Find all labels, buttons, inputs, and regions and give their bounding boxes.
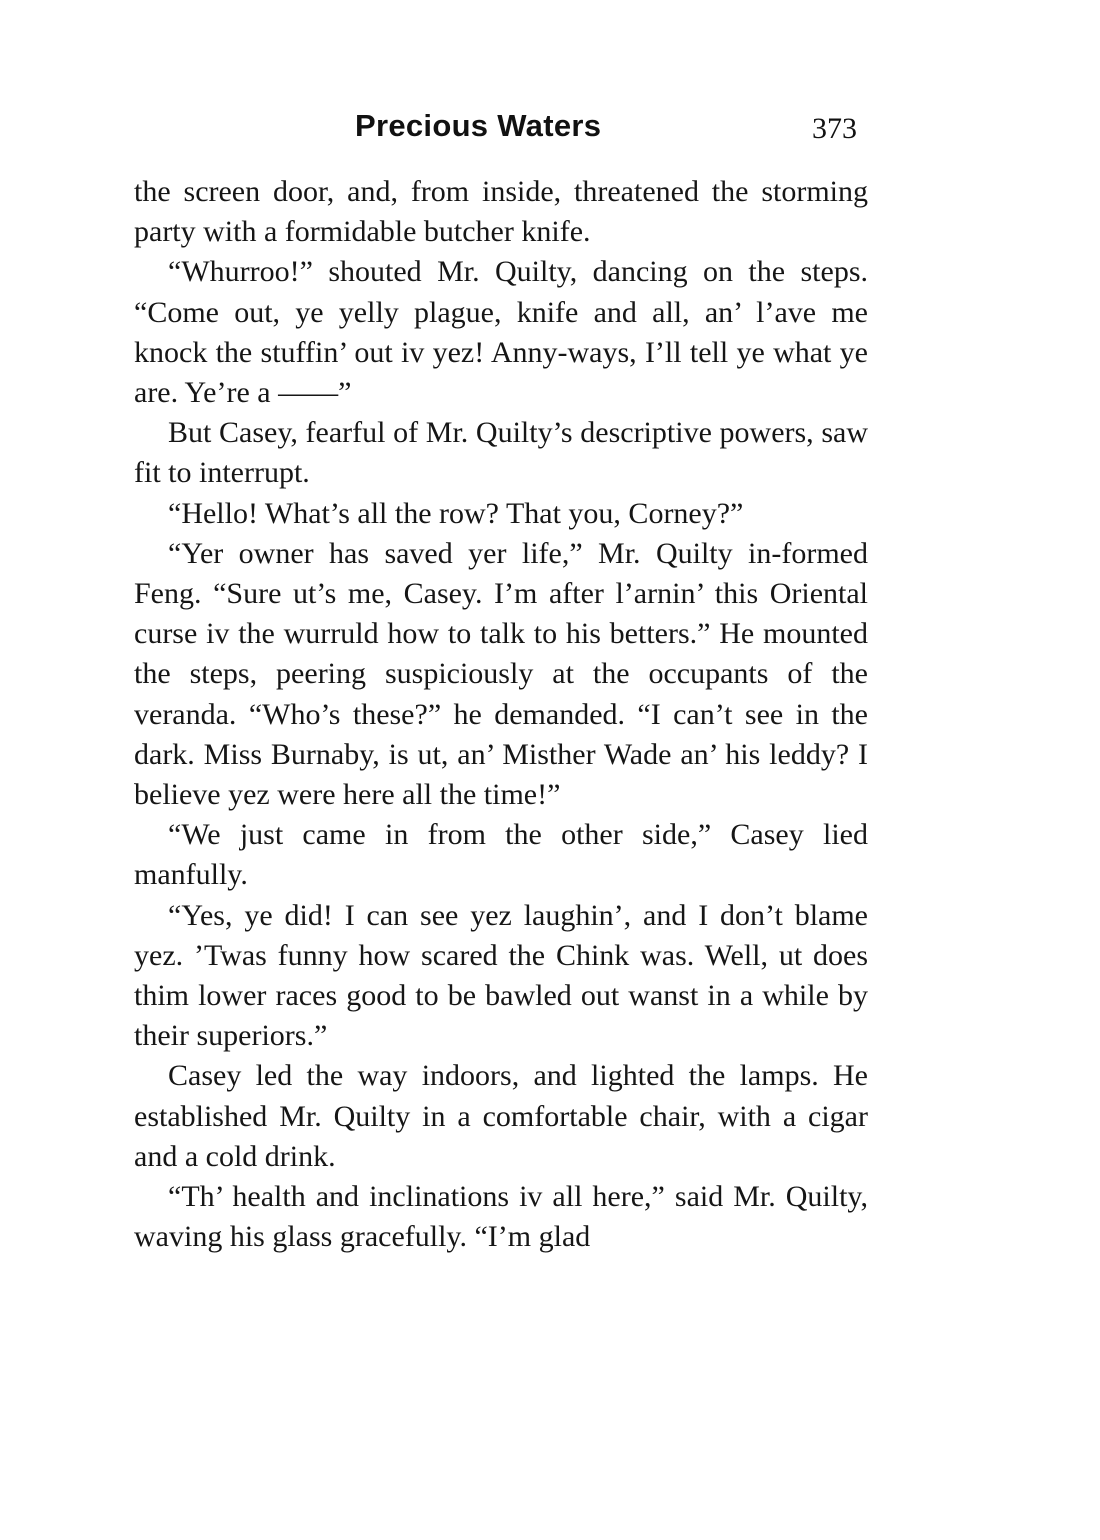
paragraph: But Casey, fearful of Mr. Quilty’s descriptive powers, saw fit to interrupt. [134,416,868,490]
paragraph: the screen door, and, from inside, threatened the storming party with a formidable butcher knife. [134,175,868,249]
paragraph: “Yer owner has saved yer life,” Mr. Quilty in-formed Feng. “Sure ut’s me, Casey. I’m after l’arnin’ this Oriental curse iv the wurruld how to talk to his betters.” He mounted the steps, peering suspiciously at the occupants of the veranda. “Who’s these?” he demanded. “I can’t see in the dark. Miss Burnaby, is ut, an’ Misther Wade an’ his leddy? I believe yez were here all the time!” [134,536,868,812]
paragraph: “Hello! What’s all the row? That you, Corney?” [168,496,744,530]
paragraph: “We just came in from the other side,” Casey lied manfully. [134,818,868,892]
paragraph: “Yes, ye did! I can see yez laughin’, and I don’t blame yez. ’Twas funny how scared the Chink was. Well, ut does thim lower races good to be bawled out wanst in a while by their superiors.” [134,898,868,1053]
paragraph: “Whurroo!” shouted Mr. Quilty, dancing on the steps. “Come out, ye yelly plague, knife and all, an’ l’ave me knock the stuffin’ out iv yez! Anny-ways, I’ll tell ye what ye are. Ye’re a ——” [134,255,868,410]
paragraph: Casey led the way indoors, and lighted the lamps. He established Mr. Quilty in a comfortable chair, with a cigar and a cold drink. [134,1059,868,1173]
body-text [134,172,868,1257]
paragraph: “Th’ health and inclinations iv all here,” said Mr. Quilty, waving his glass gracefully. “I’m glad [134,1180,868,1254]
page-number: 373 [812,112,857,145]
running-title: Precious Waters [355,108,602,143]
